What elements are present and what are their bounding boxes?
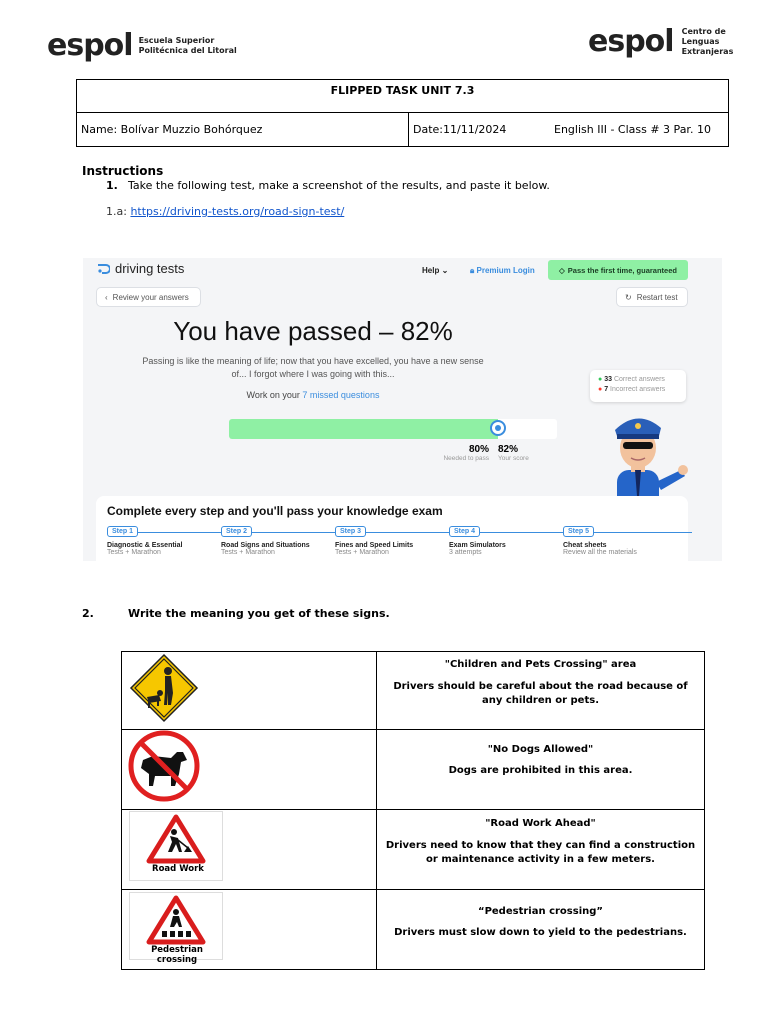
result-quote <box>123 355 503 381</box>
diamond-icon: ◇ <box>559 265 565 275</box>
incorrect-count: 7 <box>604 386 609 393</box>
step-title: Fines and Speed Limits <box>335 542 414 549</box>
road-work-sign <box>129 811 223 881</box>
logo-line-2: Lenguas Extranjeras <box>681 36 734 56</box>
road-sign-test-link[interactable]: https://driving-tests.org/road-sign-test/ <box>130 205 345 218</box>
sign-row <box>122 810 705 890</box>
correct-row: ● 33 Correct answers <box>598 376 665 383</box>
sign-meaning: Dogs are prohibited in this area. <box>448 765 633 776</box>
incorrect-label: Incorrect answers <box>610 386 666 393</box>
steps-title: Complete every step and you'll pass your knowledge exam <box>107 504 443 518</box>
step-item[interactable] <box>335 526 413 556</box>
nav-login-label: Premium Login <box>476 266 535 275</box>
item-number: 1. <box>106 179 118 192</box>
needed-label: Needed to pass <box>443 455 489 462</box>
driving-tests-logo-icon <box>96 262 110 276</box>
sign-meaning: Drivers need to know that they can find a construction or maintenance activity in a few meters. <box>385 840 696 865</box>
sign-title: “Pedestrian crossing” <box>478 906 603 917</box>
sign-meaning-cell <box>377 890 705 970</box>
step-tag: Step 2 <box>221 526 252 537</box>
pedestrian-crossing-sign-icon <box>146 895 206 945</box>
chevron-down-icon: ⌄ <box>441 266 449 275</box>
instruction-link-line <box>106 205 344 218</box>
step-title: Cheat sheets <box>563 542 607 549</box>
restart-test-button[interactable] <box>616 287 688 307</box>
restart-label: Restart test <box>636 292 678 302</box>
step-subtitle: Tests + Marathon <box>107 549 161 556</box>
espol-logo-left <box>47 28 237 63</box>
espol-logo-word: espol <box>588 24 674 59</box>
correct-count: 33 <box>604 376 612 383</box>
chevron-left-icon: ‹ <box>105 292 108 302</box>
step-title: Diagnostic & Essential <box>107 542 183 549</box>
missed-questions-link[interactable]: 7 missed questions <box>302 390 380 400</box>
sign-image-cell <box>122 890 377 970</box>
link-prefix: 1.a: <box>106 205 131 218</box>
step-tag: Step 1 <box>107 526 138 537</box>
step-subtitle: 3 attempts <box>449 549 482 556</box>
test-result-screenshot <box>83 258 722 561</box>
item-text: Take the following test, make a screenshot of the results, and paste it below. <box>128 179 550 192</box>
step-subtitle: Tests + Marathon <box>221 549 275 556</box>
review-answers-button[interactable] <box>96 287 201 307</box>
task-info-table <box>76 79 729 147</box>
step-item[interactable] <box>221 526 310 556</box>
sign-row <box>122 730 705 810</box>
lock-icon: 🔒︎ <box>470 266 475 275</box>
score-label: Your score <box>498 455 529 462</box>
review-label: Review your answers <box>112 292 189 302</box>
cta-button[interactable] <box>548 260 688 280</box>
quote-line-2: of... I forgot where I was going with this... <box>231 369 395 379</box>
sign-title: "No Dogs Allowed" <box>487 744 594 755</box>
step-subtitle: Review all the materials <box>563 549 637 556</box>
sign-title: "Road Work Ahead" <box>485 818 596 829</box>
correct-label: Correct answers <box>613 376 665 383</box>
cta-label: Pass the first time, guaranteed <box>567 265 677 275</box>
espol-logo-subtitle <box>139 36 237 56</box>
section-2-heading <box>82 607 390 620</box>
sign-meaning-cell <box>377 652 705 730</box>
sign-row <box>122 890 705 970</box>
sign-meaning: Drivers should be careful about the road because of any children or pets. <box>393 681 688 706</box>
score-value: 82% <box>498 444 519 455</box>
score-progress-track <box>229 419 557 439</box>
logo-line-2: Politécnica del Litoral <box>138 45 237 55</box>
step-title: Exam Simulators <box>449 542 506 549</box>
step-tag: Step 3 <box>335 526 366 537</box>
instruction-item-1 <box>106 179 550 192</box>
step-subtitle: Tests + Marathon <box>335 549 389 556</box>
needed-to-pass <box>433 444 489 462</box>
result-title: You have passed – 82% <box>173 316 453 346</box>
pedestrian-crossing-sign <box>129 892 223 965</box>
police-officer-mascot-icon <box>601 404 691 504</box>
answers-summary-card <box>590 370 686 402</box>
signs-table <box>121 651 705 970</box>
sign-row <box>122 652 705 730</box>
task-title: FLIPPED TASK UNIT 7.3 <box>77 80 729 113</box>
your-score <box>498 444 529 462</box>
nav-help-label: Help <box>422 266 440 275</box>
logo-line-1: Centro de <box>681 26 726 36</box>
brand-name: driving tests <box>115 261 185 276</box>
nav-help[interactable] <box>422 266 448 275</box>
sign-title: "Children and Pets Crossing" area <box>444 659 637 670</box>
no-dogs-sign-icon <box>125 730 205 802</box>
nav-premium-login[interactable] <box>470 266 535 276</box>
children-pets-crossing-sign-icon <box>127 653 201 723</box>
step-title: Road Signs and Situations <box>221 542 310 549</box>
step-item[interactable] <box>107 526 182 556</box>
sign-caption: Pedestrian crossing <box>151 945 203 965</box>
section-heading: Write the meaning you get of these signs. <box>128 607 390 620</box>
step-tag: Step 5 <box>563 526 594 537</box>
course-field: English III - Class # 3 Par. 10 <box>550 113 729 147</box>
sign-meaning: Drivers must slow down to yield to the pedestrians. <box>394 927 687 938</box>
date-field: Date:11/11/2024 <box>409 113 551 147</box>
work-on-line <box>83 390 543 400</box>
sign-image-cell <box>122 730 377 810</box>
score-progress-fill <box>229 419 498 439</box>
score-marker-icon <box>490 420 506 436</box>
espol-logo-word: espol <box>47 28 133 63</box>
step-item[interactable] <box>449 526 506 556</box>
step-item[interactable] <box>563 526 637 556</box>
quote-line-1: Passing is like the meaning of life; now that you have excelled, you have a new sense <box>142 356 484 366</box>
step-tag: Step 4 <box>449 526 480 537</box>
sign-caption: Road Work <box>152 864 204 874</box>
restart-icon: ↻ <box>625 292 632 302</box>
instructions-heading: Instructions <box>82 164 164 178</box>
sign-meaning-cell <box>377 810 705 890</box>
road-work-sign-icon <box>146 814 206 864</box>
needed-value: 80% <box>468 444 489 455</box>
incorrect-row: ● 7 Incorrect answers <box>598 386 666 393</box>
work-prefix: Work on your <box>246 390 303 400</box>
section-number: 2. <box>82 607 94 620</box>
espol-logo-subtitle <box>682 27 768 57</box>
sign-image-cell <box>122 652 377 730</box>
student-name: Name: Bolívar Muzzio Bohórquez <box>77 113 409 147</box>
brand[interactable] <box>96 261 184 276</box>
logo-line-1: Escuela Superior <box>138 35 215 45</box>
espol-logo-right <box>588 24 768 59</box>
sign-image-cell <box>122 810 377 890</box>
sign-meaning-cell <box>377 730 705 810</box>
